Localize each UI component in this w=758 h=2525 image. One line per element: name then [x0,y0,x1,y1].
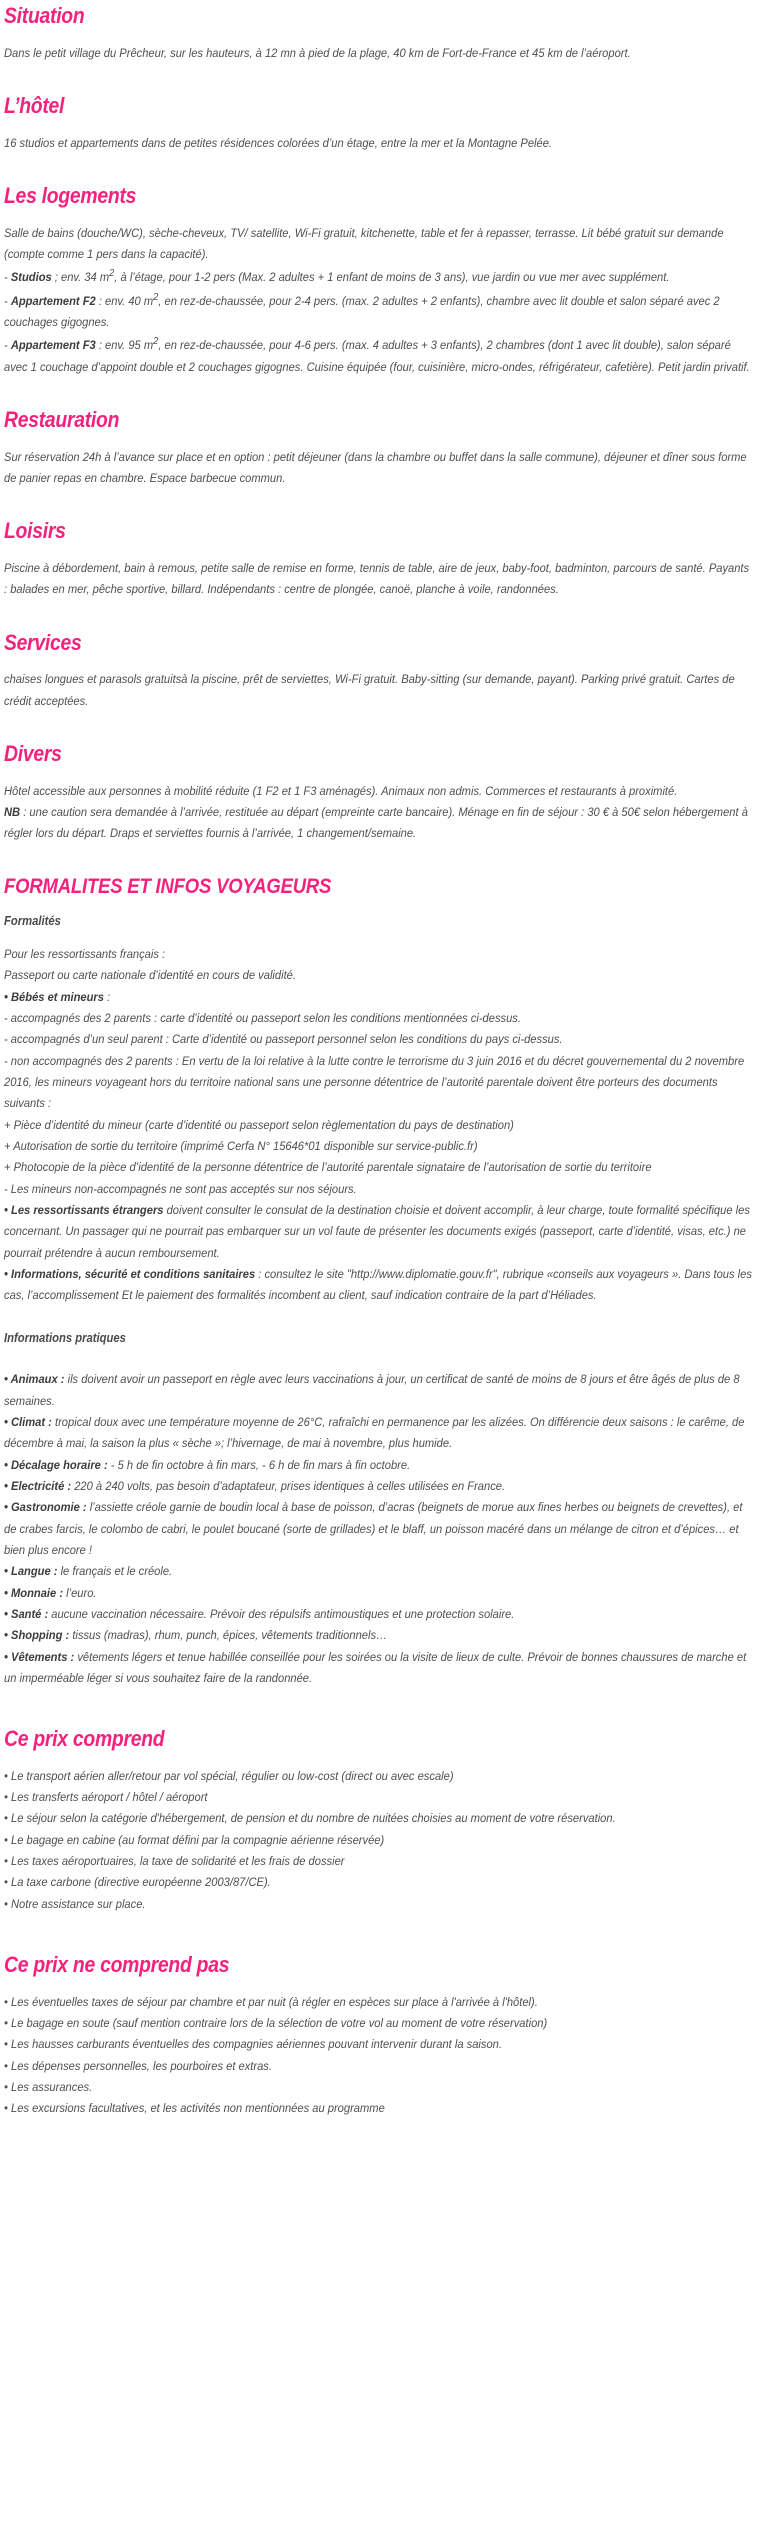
section-body-situation: Dans le petit village du Prêcheur, sur les hauteurs, à 12 mn à pied de la plage, 40 km de Fort-de-France et 45 km de l’aéroport. [4,45,631,60]
formalites-paragraph: + Autorisation de sortie du territoire (imprimé Cerfa N° 15646*01 disponible sur service-public.fr) [4,1138,478,1153]
section-services [4,631,754,712]
section-title-services: Services [4,629,82,655]
section-title-logements: Les logements [4,182,137,208]
section-hotel [4,94,754,154]
section-title-prix-ne-comprend-pas: Ce prix ne comprend pas [4,1952,230,1978]
section-divers [4,742,754,845]
prix-ne-comprend-pas-item: • Le bagage en soute (sauf mention contraire lors de la sélection de votre vol au moment de votre réservation) [4,2016,548,2031]
subsection-title-formalites: Formalités [4,914,61,929]
formalites-paragraph: • Les ressortissants étrangers doivent consulter le consulat de la destination choisie et doivent accomplir, à leur charge, toute formalité spécifique les concernant. Un passager qui ne pourrait pas embarquer sur un vol faute de présenter les documents exigés (passeport, carte d’identité, visas, etc.) ne pourrait prétendre à aucun remboursement. [4,1202,750,1260]
section-body-restauration: Sur réservation 24h à l’avance sur place et en option : petit déjeuner (dans la chambre ou buffet dans la salle commune), déjeuner et dîner sous forme de panier repas en chambre. Espace barbecue commun. [4,449,747,486]
formalites-paragraph: - accompagnés d’un seul parent : Carte d’identité ou passeport personnel selon les conditions du pays ci-dessus. [4,1032,563,1047]
prix-comprend-item: • Les transferts aéroport / hôtel / aéroport [4,1790,208,1805]
section-prix-ne-comprend-pas [4,1953,754,2120]
prix-comprend-item: • Le transport aérien aller/retour par vol spécial, régulier ou low-cost (direct ou avec escale) [4,1768,454,1783]
formalites-paragraph: + Photocopie de la pièce d’identité de la personne détentrice de l’autorité parentale signataire de l’autorisation de sortie du territoire [4,1160,652,1175]
section-restauration [4,408,754,489]
section-title-divers: Divers [4,741,62,767]
formalites-paragraph: - accompagnés des 2 parents : carte d’identité ou passeport selon les conditions mentionnées ci-dessus. [4,1010,521,1025]
infos-pratiques-paragraph: • Gastronomie : l’assiette créole garnie de boudin local à base de poisson, d’acras (beignets de morue aux fines herbes ou beignets de crevettes), et de crabes farcis, le colombo de cabri, le poulet boucané (sorte de grillades) et le blaff, un poisson macéré dans un mélange de citron et d’épices… et bien plus encore ! [4,1500,743,1557]
logements-paragraph: - Appartement F3 : env. 95 $m^2$, en rez-de-chaussée, pour 4-6 pers. (max. 4 adultes + 3 enfants), 2 chambres (dont 1 avec lit double), salon séparé avec 1 couchage d’appoint double et 2 couchages gigognes. Cuisine équipée (four, cuisinière, micro-ondes, réfrigérateur, cafetière). Petit jardin privatif. [4,336,750,374]
formalites-paragraph: Pour les ressortissants français : [4,946,166,961]
prix-ne-comprend-pas-item: • Les assurances. [4,2080,93,2095]
infos-pratiques-paragraph: • Animaux : ils doivent avoir un passeport en règle avec leurs vaccinations à jour, un certificat de santé de moins de 8 jours et être âgés de plus de 8 semaines. [4,1372,740,1408]
logements-paragraph: - Appartement F2 : env. 40 $m^2$, en rez-de-chaussée, pour 2-4 pers. (max. 2 adultes + 2 enfants), chambre avec lit double et salon séparé avec 2 couchages gigognes. [4,291,720,330]
infos-pratiques-paragraph: • Langue : le français et le créole. [4,1564,173,1579]
prix-comprend-item: • Les taxes aéroportuaires, la taxe de solidarité et les frais de dossier [4,1854,345,1869]
infos-pratiques-paragraph: • Shopping : tissus (madras), rhum, punch, épices, vêtements traditionnels… [4,1628,388,1643]
infos-pratiques-paragraph: • Vêtements : vêtements légers et tenue habillée conseillée pour les soirées ou la visite de lieux de culte. Prévoir de bonnes chaussures de marche et un imperméable léger si vous souhaitez faire de la randonnée. [4,1649,747,1685]
section-logements [4,184,754,378]
infos-pratiques-paragraph: • Climat : tropical doux avec une température moyenne de 26°C, rafraîchi en permanence par les alizées. On différencie deux saisons : le carême, de décembre à mai, la saison la plus « sèche »; l’hivernage, de mai à novembre, plus humide. [4,1414,745,1451]
logements-paragraph: - Studios ; env. 34 $m^2$, à l’étage, pour 1-2 pers (Max. 2 adultes + 1 enfant de moins de 3 ans), vue jardin ou vue mer avec supplément. [4,268,670,285]
prix-ne-comprend-pas-item: • Les dépenses personnelles, les pourboires et extras. [4,2058,272,2073]
section-prix-comprend [4,1727,754,1915]
section-loisirs [4,519,754,600]
section-body-hotel: 16 studios et appartements dans de petites résidences colorées d’un étage, entre la mer et la Montagne Pelée. [4,135,553,150]
formalites-paragraph: + Pièce d’identité du mineur (carte d’identité ou passeport selon règlementation du pays de destination) [4,1117,514,1132]
section-body-services: chaises longues et parasols gratuitsà la piscine, prêt de serviettes, Wi-Fi gratuit. Baby-sitting (sur demande, payant). Parking privé gratuit. Cartes de crédit acceptées. [4,672,735,708]
infos-pratiques-paragraph: • Monnaie : l’euro. [4,1585,97,1600]
subsection-title-infos-pratiques: Informations pratiques [4,1330,126,1345]
prix-ne-comprend-pas-item: • Les hausses carburants éventuelles des compagnies aériennes pouvant intervenir durant la saison. [4,2037,502,2052]
prix-comprend-item: • Le séjour selon la catégorie d'hébergement, de pension et du nombre de nuitées choisies au moment de votre réservation. [4,1811,616,1826]
prix-comprend-item: • La taxe carbone (directive européenne 2003/87/CE). [4,1875,271,1890]
section-situation [4,4,754,64]
divers-paragraph: Hôtel accessible aux personnes à mobilité réduite (1 F2 et 1 F3 aménagés). Animaux non admis. Commerces et restaurants à proximité. [4,783,678,798]
formalites-paragraph: • Informations, sécurité et conditions sanitaires : consultez le site "http://www.diplomatie.gouv.fr", rubrique «conseils aux voyageurs ». Dans tous les cas, l’accomplissement Et le paiement des formalités incombent au client, sauf indication contraire de la part d’Héliades. [4,1266,752,1303]
formalites-paragraph: Passeport ou carte nationale d’identité en cours de validité. [4,968,296,983]
section-title-formalites: FORMALITES ET INFOS VOYAGEURS [4,874,332,898]
section-title-prix-comprend: Ce prix comprend [4,1726,165,1752]
section-body-loisirs: Piscine à débordement, bain à remous, petite salle de remise en forme, tennis de table, aire de jeux, baby-foot, badminton, parcours de santé. Payants : balades en mer, pêche sportive, billard. Indépendants : centre de plongée, canoë, planche à voile, randonnées. [4,561,750,597]
infos-pratiques-paragraph: • Santé : aucune vaccination nécessaire. Prévoir des répulsifs antimoustiques et une protection solaire. [4,1606,515,1621]
prix-comprend-item: • Le bagage en cabine (au format défini par la compagnie aérienne réservée) [4,1832,385,1847]
prix-comprend-item: • Notre assistance sur place. [4,1896,146,1911]
formalites-paragraph: • Bébés et mineurs : [4,989,111,1004]
infos-pratiques-paragraph: • Décalage horaire : - 5 h de fin octobre à fin mars, - 6 h de fin mars à fin octobre. [4,1457,411,1472]
divers-paragraph: NB : une caution sera demandée à l’arrivée, restituée au départ (empreinte carte bancaire). Ménage en fin de séjour : 30 € à 50€ selon hébergement à régler lors du départ. Draps et serviettes fournis à l’arrivée, 1 changement/semaine. [4,805,748,841]
formalites-paragraph: - Les mineurs non-accompagnés ne sont pas acceptés sur nos séjours. [4,1181,357,1196]
section-title-hotel: L’hôtel [4,92,65,118]
prix-ne-comprend-pas-item: • Les éventuelles taxes de séjour par chambre et par nuit (à régler en espèces sur place à l'arrivée à l'hôtel). [4,1994,538,2009]
section-title-situation: Situation [4,3,85,28]
logements-paragraph: Salle de bains (douche/WC), sèche-cheveux, TV/ satellite, Wi-Fi gratuit, kitchenette, table et fer à repasser, terrasse. Lit bébé gratuit sur demande (compte comme 1 pers dans la capacité). [4,225,724,261]
section-title-restauration: Restauration [4,407,120,433]
infos-pratiques-paragraph: • Electricité : 220 à 240 volts, pas besoin d’adaptateur, prises identiques à celles utilisées en France. [4,1478,506,1493]
section-title-loisirs: Loisirs [4,518,66,544]
section-formalites [4,875,754,1690]
prix-ne-comprend-pas-item: • Les excursions facultatives, et les activités non mentionnées au programme [4,2101,385,2116]
formalites-paragraph: - non accompagnés des 2 parents : En vertu de la loi relative à la lutte contre le terrorisme du 3 juin 2016 et du décret gouvernemental du 2 novembre 2016, les mineurs voyageant hors du territoire national sans une personne détentrice de l’autorité parentale doivent être porteurs des documents suivants : [4,1053,745,1111]
